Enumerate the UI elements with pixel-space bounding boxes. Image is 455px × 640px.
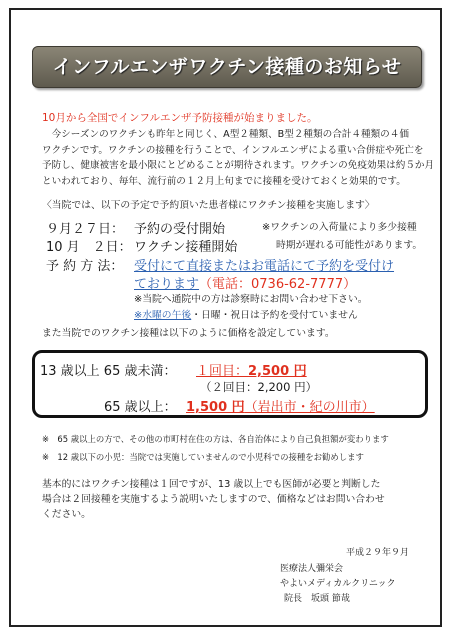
method-text-line2: ております (134, 277, 200, 292)
adult-age-label: 13 歳以上 65 歳未満： (40, 364, 177, 379)
method-line2-wrap (134, 273, 356, 292)
schedule-intro: 〈当院では、以下の予定で予約頂いた患者様にワクチン接種を実施します〉 (42, 200, 375, 211)
senior-price-wrap (186, 396, 375, 415)
paragraph-line: といわれており、毎年、流行前の１２月上旬までに接種を受けておくと効果的です。 (42, 175, 406, 187)
page-title: インフルエンザワクチン接種のお知らせ (32, 46, 422, 88)
first-dose-price: 2,500 円 (248, 364, 307, 379)
lead-text: 10月から全国でインフルエンザ予防接種が始まりました。 (42, 112, 318, 124)
signature-date: 平成２９年９月 (346, 548, 410, 558)
method-text-line1: 受付にて直接またはお電話にて予約を受付け (134, 259, 395, 274)
paragraph-line: 予防し、健康被害を最小限にとどめることが期待されます。ワクチンの免疫効果は約５か月 (42, 160, 435, 171)
second-dose-price: （２回目：2,200 円） (200, 380, 318, 394)
closing-paragraph (42, 477, 414, 522)
schedule-date-1: ９月２７日： (46, 222, 125, 237)
wednesday-note: ※水曜の午後 (134, 310, 192, 321)
schedule-text-2: ワクチン接種開始 (134, 240, 238, 255)
method-label: 予 約 方 法： (46, 259, 124, 274)
senior-price: 1,500 円 (186, 400, 245, 415)
schedule-note-2: 時期が遅れる可能性があります。 (276, 240, 423, 251)
signature-director: 院長 坂頭 節哉 (284, 594, 350, 604)
schedule-text-1: 予約の受付開始 (134, 222, 226, 237)
schedule-date-2: 10 月 ２日： (46, 240, 132, 255)
intro-paragraph (42, 127, 435, 189)
price-intro: また当院でのワクチン接種は以下のように価格を設定しています。 (42, 328, 335, 339)
schedule-note-1: ※ワクチンの入荷量により多少接種 (262, 222, 417, 233)
holiday-note: ・日曜・祝日は予約を受付ていません (191, 310, 358, 321)
first-dose-price-wrap (196, 360, 307, 379)
first-dose-prefix: １回目： (196, 364, 249, 379)
closing-line: 基本的にはワクチン接種は１回ですが、13 歳以上でも医師が必要と判断した (42, 479, 381, 490)
paragraph-line: ワクチンです。ワクチンの接種を行うことで、インフルエンザによる重い合併症や死亡を (42, 144, 424, 156)
closing-line: 場合は２回接種を実施するよう説明いたしますので、価格などはお問い合わせ (42, 494, 385, 505)
footnote-child: ※ 12 歳以下の小児：当院では実施していませんので小児科での接種をお勧めします (42, 452, 364, 462)
signature-clinic: やよいメディカルクリニック (280, 579, 396, 589)
closing-line: ください。 (42, 509, 91, 520)
footnote-senior: ※ 65 歳以上の方で、その他の市町村在住の方は、各自治体により自己負担額が変わります (42, 434, 389, 444)
senior-age-label: 65 歳以上： (104, 400, 177, 415)
schedule-note-a: ※当院へ通院中の方は診察時にお問い合わせ下さい。 (134, 294, 368, 305)
paragraph-line: 今シーズンのワクチンも昨年と同じく、A型２種類、B型２種類の合計４種類の４価 (42, 129, 409, 140)
signature-org: 医療法人彌栄会 (280, 564, 344, 574)
phone-number: （電話：0736-62-7777） (199, 277, 357, 292)
schedule-note-b (134, 309, 358, 323)
senior-price-cities: （岩出市・紀の川市） (244, 400, 375, 415)
